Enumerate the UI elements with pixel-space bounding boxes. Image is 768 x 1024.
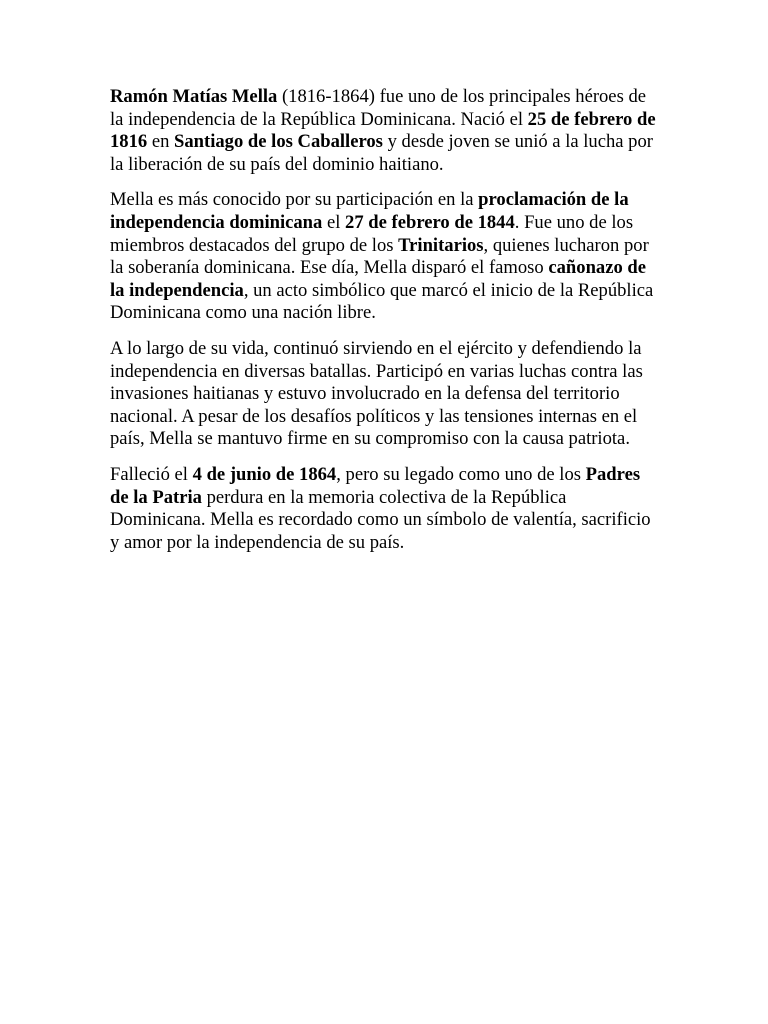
bold-run: Santiago de los Caballeros <box>174 131 383 153</box>
paragraph-legacy <box>110 464 658 554</box>
text-run: , un acto simbólico que marcó el inicio de la República Dominicana como una nación libre. <box>110 279 654 324</box>
text-run: A lo largo de su vida, continuó sirviendo en el ejército y defendiendo la independencia en diversas batallas. Participó en varias luchas contra las invasiones haitianas y estuvo involucrado en la defensa del territorio nacional. A pesar de los desafíos políticos y las tensiones internas en el país, Mella se mantuvo firme en su compromiso con la causa patriota. <box>110 337 643 450</box>
paragraph-career <box>110 338 658 451</box>
bold-run: cañonazo de la independencia <box>110 257 646 301</box>
bold-run: 27 de febrero de 1844 <box>345 211 515 233</box>
text-run: , pero su legado como uno de los <box>336 463 586 485</box>
bold-run: Padres de la Patria <box>110 463 641 508</box>
bold-run: Trinitarios <box>398 234 484 256</box>
bold-run: 25 de febrero de 1816 <box>110 108 656 153</box>
text-run: Falleció el <box>110 463 193 485</box>
text-run: Mella es más conocido por su participación en la <box>110 189 479 211</box>
paragraph-birth <box>110 86 658 176</box>
text-run: (1816-1864) fue uno de los principales héroes de la independencia de la República Dominicana. Nació el <box>110 86 646 130</box>
paragraph-proclamation <box>110 189 658 325</box>
text-run: y desde joven se unió a la lucha por la liberación de su país del dominio haitiano. <box>110 131 653 175</box>
text-run: en <box>147 131 175 153</box>
text-run: , quienes lucharon por la soberanía dominicana. Ese día, Mella disparó el famoso <box>110 234 649 279</box>
bold-run: 4 de junio de 1864 <box>192 463 337 485</box>
text-run: el <box>322 211 346 233</box>
bold-run: Ramón Matías Mella <box>110 86 278 107</box>
bold-run: proclamación de la independencia dominicana <box>110 189 629 233</box>
text-run: perdura en la memoria colectiva de la República Dominicana. Mella es recordado como un símbolo de valentía, sacrificio y amor por la independencia de su país. <box>110 486 651 553</box>
document-page <box>110 86 658 567</box>
text-run: . Fue uno de los miembros destacados del grupo de los <box>110 211 634 256</box>
